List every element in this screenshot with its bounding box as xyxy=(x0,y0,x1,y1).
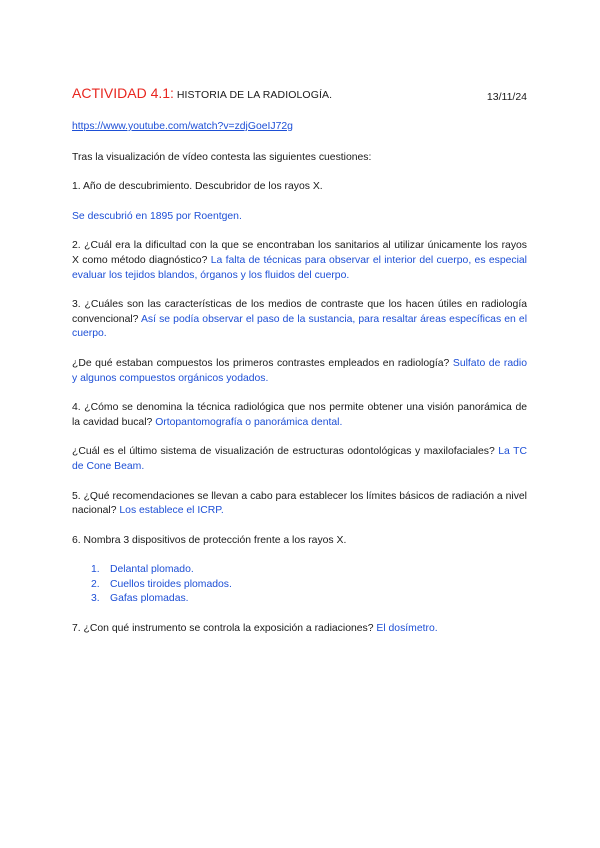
question-4-text: 4. ¿Cómo se denomina la técnica radiológica que nos permite obtener una visión panorámica de la cavidad bucal? xyxy=(72,402,527,428)
intro-text: Tras la visualización de vídeo contesta las siguientes cuestiones: xyxy=(72,151,372,163)
page-title: HISTORIA DE LA RADIOLOGÍA. xyxy=(176,89,333,101)
video-link[interactable]: https://www.youtube.com/watch?v=zdjGoeIJ72g xyxy=(72,121,293,132)
question-5 xyxy=(72,490,527,519)
question-3 xyxy=(72,298,527,342)
question-1: 1. Año de descubrimiento. Descubridor de los rayos X. xyxy=(72,181,323,193)
list-item: 1. Delantal plomado. xyxy=(91,564,194,576)
answer-3b: Sulfato de radio y algunos compuestos orgánicos yodados. xyxy=(72,357,527,384)
document-date: 13/11/24 xyxy=(486,91,527,103)
document-content xyxy=(72,86,527,637)
activity-label: ACTIVIDAD 4.1: xyxy=(72,85,174,101)
question-3-text: 3. ¿Cuáles son las características de los medios de contraste que los hacen útiles en radiología convencional? xyxy=(72,299,527,325)
answer-4: Ortopantomografía o panorámica dental. xyxy=(155,416,343,428)
answer-7: El dosímetro. xyxy=(376,623,438,635)
answer-2: La falta de técnicas para observar el interior del cuerpo, es especial evaluar los tejidos blandos, órganos y los fluidos del cuerpo. xyxy=(72,254,527,281)
answer-1: Se descubrió en 1895 por Roentgen. xyxy=(72,210,242,222)
question-7 xyxy=(72,622,527,637)
question-4 xyxy=(72,401,527,430)
question-5-text: 5. ¿Qué recomendaciones se llevan a cabo para establecer los límites básicos de radiación a nivel nacional? xyxy=(72,490,527,517)
title-row xyxy=(72,86,527,106)
list-item: 2. Cuellos tiroides plomados. xyxy=(91,578,232,590)
protection-list xyxy=(72,563,527,607)
question-2-text: 2. ¿Cuál era la dificultad con la que se encontraban los sanitarios al utilizar únicamente los rayos X como método diagnóstico? xyxy=(72,240,527,266)
question-3b-text: ¿De qué estaban compuestos los primeros contrastes empleados en radiología? xyxy=(72,357,450,369)
question-2 xyxy=(72,239,527,283)
question-3b xyxy=(72,357,527,386)
answer-4b: La TC de Cone Beam. xyxy=(72,446,528,472)
question-7-text: 7. ¿Con qué instrumento se controla la exposición a radiaciones? xyxy=(72,623,374,635)
answer-3: Así se podía observar el paso de la sustancia, para resaltar áreas específicas en el cuerpo. xyxy=(72,313,527,340)
question-6: 6. Nombra 3 dispositivos de protección frente a los rayos X. xyxy=(72,534,347,546)
answer-5: Los establece el ICRP. xyxy=(119,505,224,517)
question-4b-text: ¿Cuál es el último sistema de visualización de estructuras odontológicas y maxilofaciales? xyxy=(72,446,495,458)
question-4b xyxy=(72,445,527,474)
list-item: 3. Gafas plomadas. xyxy=(91,593,189,605)
